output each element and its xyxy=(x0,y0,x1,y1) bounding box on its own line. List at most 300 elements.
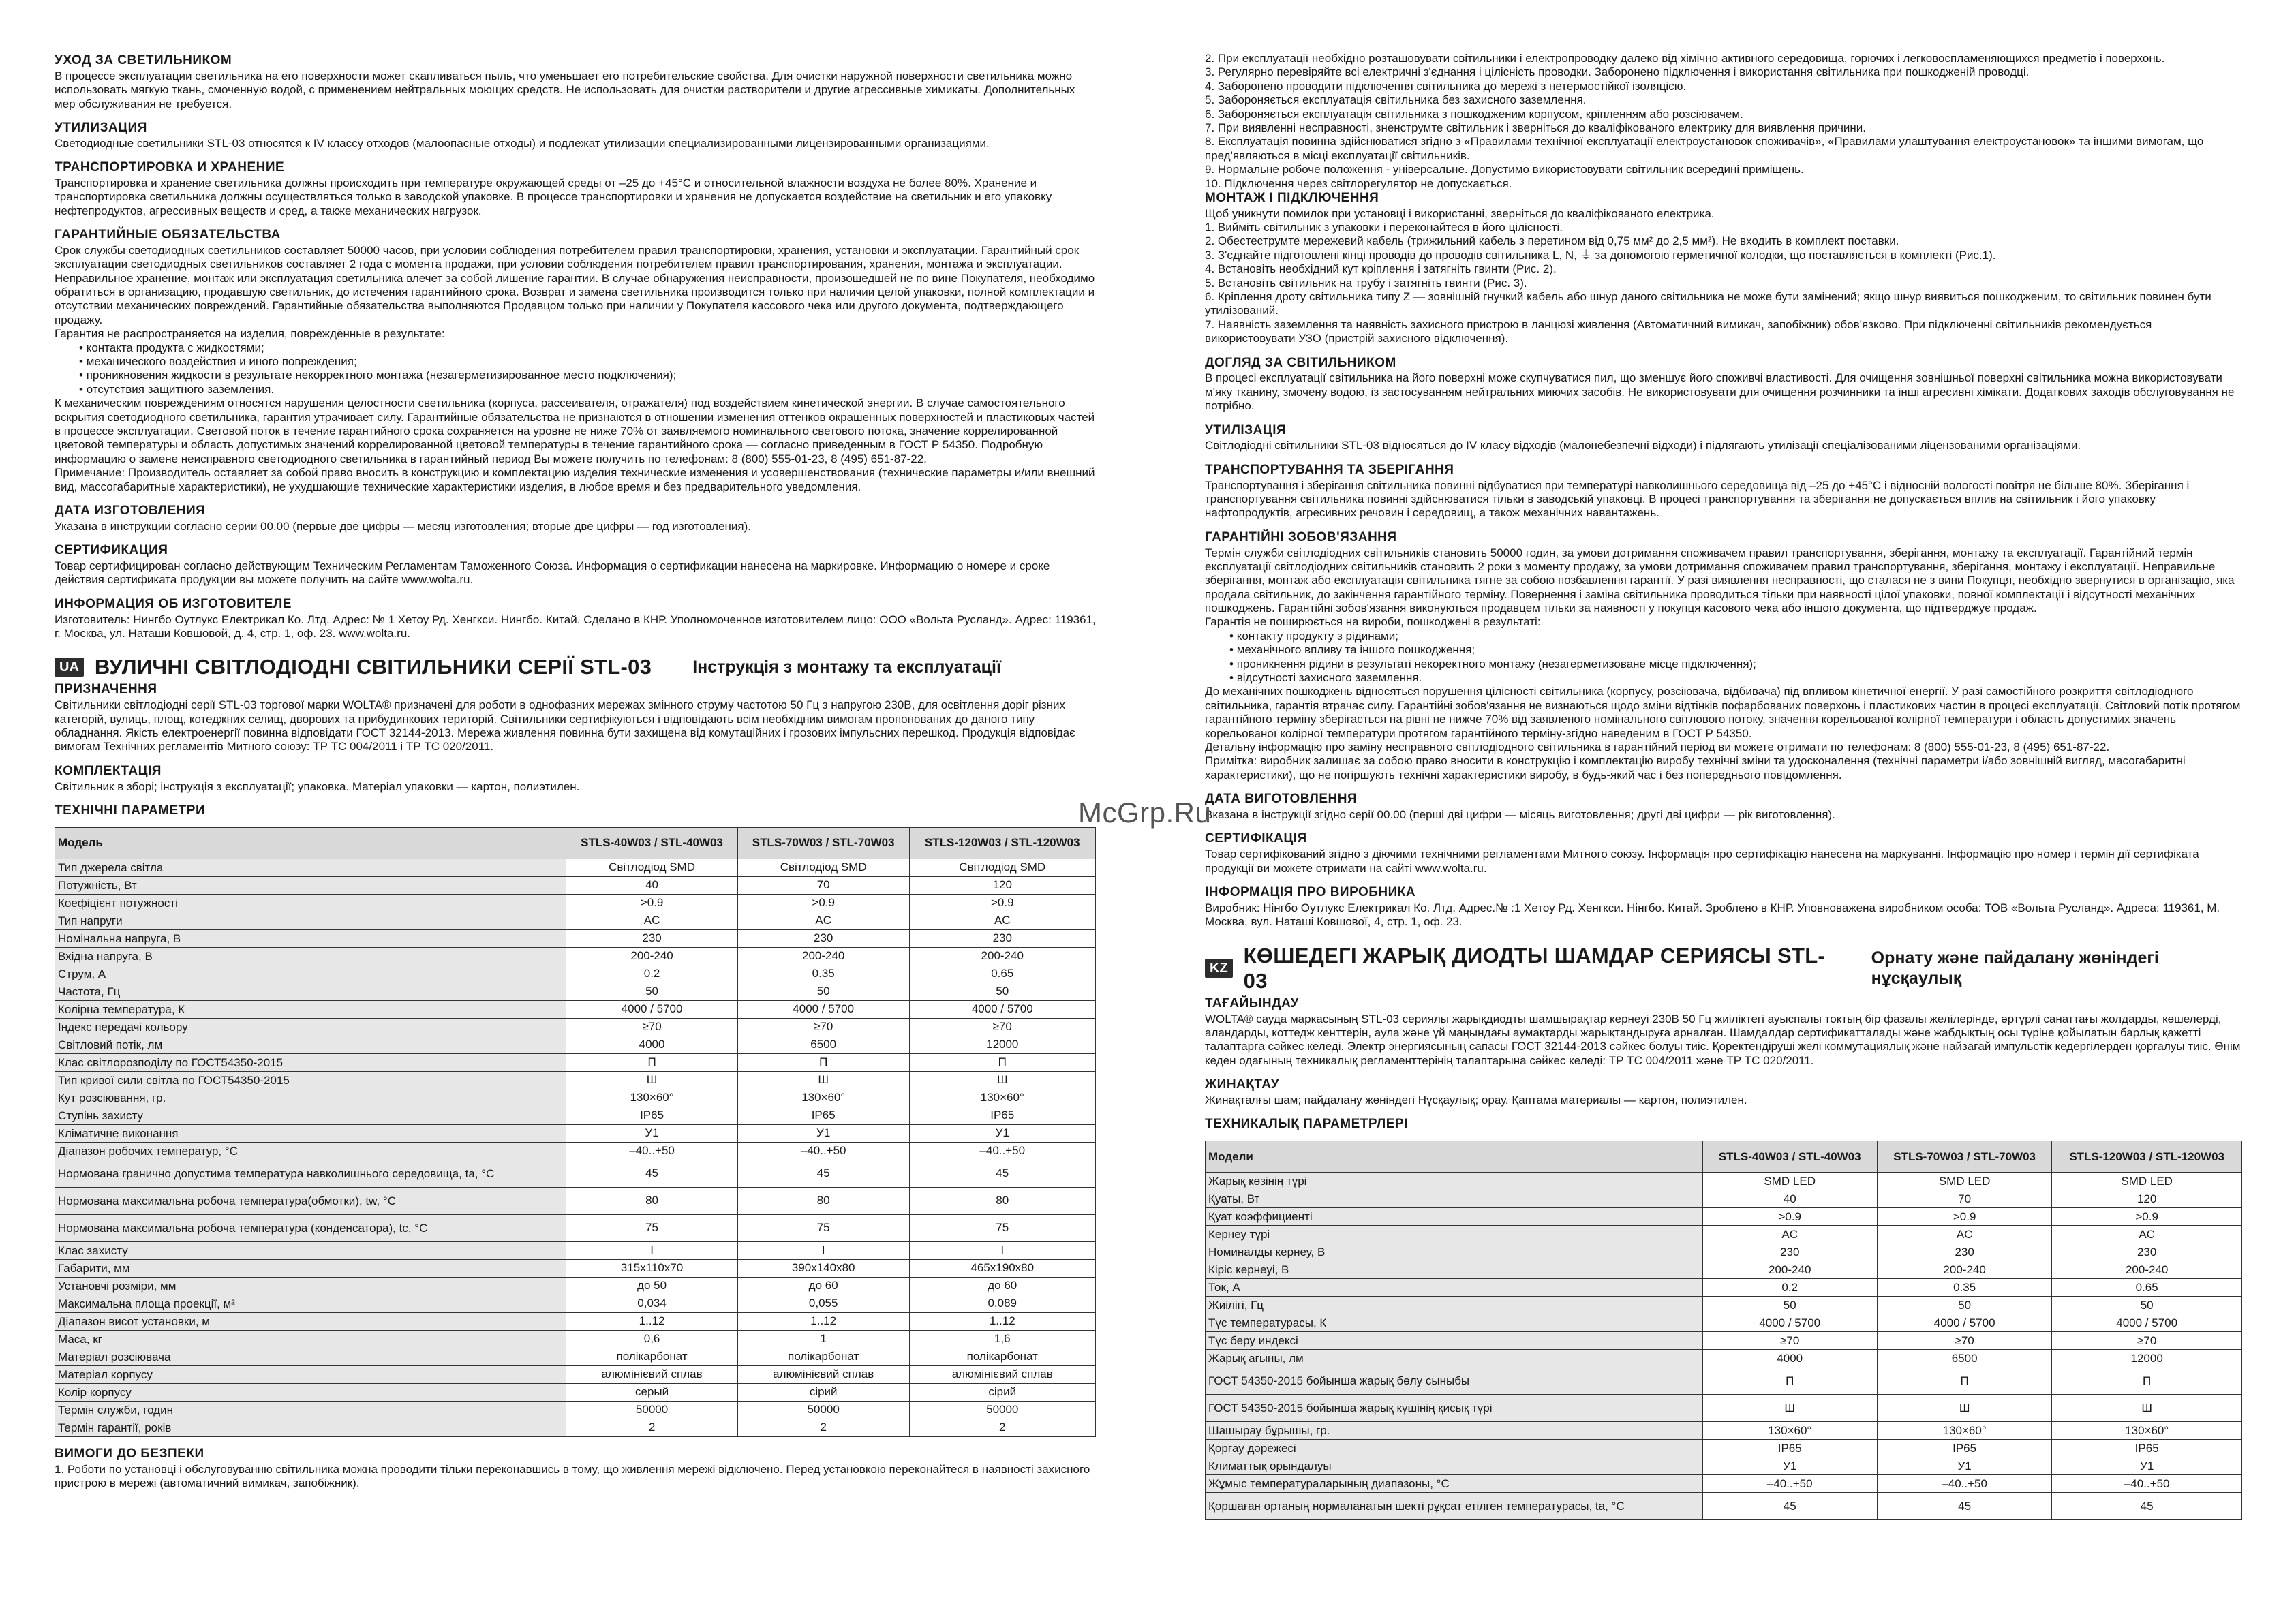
table-row xyxy=(55,1259,1096,1277)
table-cell: ≥70 xyxy=(1702,1332,1877,1350)
table-cell: Түс беру индексі xyxy=(1206,1332,1703,1350)
section-title: УТИЛИЗАЦИЯ xyxy=(55,120,147,135)
table-cell: 230 xyxy=(909,929,1096,947)
table-row xyxy=(55,1419,1096,1436)
table-cell: 200-240 xyxy=(737,947,909,965)
section-text: Світильники світлодіодні серії STL-03 торгової марки WOLTA® призначені для роботи в однофазних мережах змінного струму частотою 50 Гц з напругою 230В, для освітлення доріг різних категорій, вулиць, площ, котеджних селищ, дворових та прибудинкових територій. Світильники сертифікуються і відповідають всім необхідним вимогам пропонованих до даного типу обладнання. Якість електроенергії повинна відповідати ГОСТ 32144-2013. Мережа живлення повинна бути захищена від комутаційних і грозових імпульсних перешкод. Продукція відповідає вимогам Технічних регламентів Митного союзу: ТР ТС 004/2011 і ТР ТС 020/2011. xyxy=(55,698,1075,754)
table-cell: П xyxy=(566,1053,738,1071)
section-text: Примітка: виробник залишає за собою право вносити в конструкцію і комплектацію виробу технічні зміни та удосконалення (технічні параметри і/або зовнішній вигляд, масогабаритні характеристики), що не погіршують технічні характеристики виробу, в будь-який час і без попереднього повідомлення. xyxy=(1205,754,2186,782)
table-row xyxy=(1206,1475,2242,1493)
table-row xyxy=(55,1036,1096,1053)
section-title: ПРИЗНАЧЕННЯ xyxy=(55,682,157,697)
table-cell: AC xyxy=(566,912,738,929)
section-title: ІНФОРМАЦІЯ ПРО ВИРОБНИКА xyxy=(1205,884,1416,899)
table-cell: AC xyxy=(737,912,909,929)
table-cell: 2 xyxy=(909,1419,1096,1436)
table-row xyxy=(1206,1190,2242,1208)
table-cell: Частота, Гц xyxy=(55,983,566,1000)
section-text: Срок службы светодиодных светильников составляет 50000 часов, при условии соблюдения потребителем правил транспортировки, хранения, установки и эксплуатации. Гарантийный срок эксплуатации светодиодных светильников составляет 2 года с момента продажи, при условии соблюдения потребителем правил транспортирования, хранения, монтажа и эксплуатации. Неправильное хранение, монтаж или эксплуатация светильника влечет за собой лишение гарантии. В случае обнаружения неисправности, произошедшей не по вине Покупателя, необходимо обратиться в организацию, продавшую светильник, до истечения гарантийного срока. Возврат и замена светильника производится только при наличии целой упаковки, полной комплектации и отсутствии механических повреждений. Гарантийные обязательства выполняются Продавцом только при наличии у Покупателя кассового чека или другого документа, подтверждающего продажу. xyxy=(55,243,1095,326)
table-row xyxy=(55,1330,1096,1348)
table-cell: ≥70 xyxy=(2052,1332,2242,1350)
table-row xyxy=(55,1089,1096,1107)
table-header-row xyxy=(55,827,1096,859)
table-cell: серый xyxy=(566,1383,738,1401)
section-text: Жинақталғы шам; пайдалану жөніндегі Нұсқаулық; орау. Қаптама материалы — картон, полиэтилен. xyxy=(1205,1094,1747,1107)
table-row xyxy=(55,983,1096,1000)
table-cell: ГОСТ 54350-2015 бойынша жарық күшінің қисық түрі xyxy=(1206,1395,1703,1422)
table-cell: I xyxy=(737,1241,909,1259)
table-cell: Матеріал корпусу xyxy=(55,1365,566,1383)
section-text: 5. Встановіть світильник на трубу і затягніть гвинти (Рис. 3). xyxy=(1205,276,1527,290)
section-text: Светодиодные светильники STL-03 относятся к IV классу отходов (малоопасные отходы) и подлежат утилизации специализированными лицензированными организациями. xyxy=(55,136,990,150)
table-cell: 40 xyxy=(1702,1190,1877,1208)
section-text: 7. При виявленні несправності, зненструмте світильник і зверніться до кваліфікованого електрику для виявлення причини. xyxy=(1205,121,1867,134)
table-header-cell: STLS-70W03 / STL-70W03 xyxy=(1877,1141,2051,1173)
table-row xyxy=(1206,1314,2242,1332)
table-cell: 130×60° xyxy=(2052,1422,2242,1440)
section-text: Указана в инструкции согласно серии 00.00 (первые две цифры — месяц изготовления; вторые две цифры — год изготовления). xyxy=(55,519,752,533)
table-cell: ГОСТ 54350-2015 бойынша жарық бөлу сыныбы xyxy=(1206,1367,1703,1395)
bullet-item: • проникновения жидкости в результате некорректного монтажа (незагерметизированное место подключения); xyxy=(79,369,1096,382)
table-cell: П xyxy=(1877,1367,2051,1395)
bullet-item: • контакту продукту з рідинами; xyxy=(1229,630,2242,643)
section-text: 1. Роботи по установці і обслуговуванню світильника можна проводити тільки переконавшись в тому, що живлення мережі відключено. Перед установкою переконайтеся в наявності захисного пристрою в мережі (автоматичний вимикач, запобіжник). xyxy=(55,1462,1090,1490)
table-row xyxy=(1206,1350,2242,1367)
kz-sections xyxy=(1205,996,2242,1132)
table-cell: Номінальна напруга, В xyxy=(55,929,566,947)
bullet-list xyxy=(79,341,1096,397)
table-cell: У1 xyxy=(566,1124,738,1142)
section-title: ДАТА ИЗГОТОВЛЕНИЯ xyxy=(55,503,206,518)
table-cell: 75 xyxy=(909,1214,1096,1241)
table-cell: 1,6 xyxy=(909,1330,1096,1348)
section-text: 4. Заборонено проводити підключення світильника до мережі з нетермостійкої ізоляцією. xyxy=(1205,79,1687,93)
table-cell: Матеріал розсіювача xyxy=(55,1348,566,1365)
table-cell: Қуат коэффициенті xyxy=(1206,1208,1703,1226)
table-row xyxy=(1206,1261,2242,1279)
kz-subtitle: Орнату және пайдалану жөніндегі нұсқаулық xyxy=(1871,948,2159,988)
table-cell: Термін служби, годин xyxy=(55,1401,566,1419)
table-cell: 4000 / 5700 xyxy=(1877,1314,2051,1332)
section-text: 5. Забороняється експлуатація світильника без захисного заземлення. xyxy=(1205,93,1587,107)
table-cell: алюмінієвий сплав xyxy=(737,1365,909,1383)
table-cell: Термін гарантії, років xyxy=(55,1419,566,1436)
table-cell: 80 xyxy=(909,1187,1096,1214)
section-text: 10. Підключення через світлорегулятор не допускається. xyxy=(1205,176,1512,190)
table-cell: 50000 xyxy=(737,1401,909,1419)
table-cell: ≥70 xyxy=(566,1018,738,1036)
table-cell: Ш xyxy=(566,1071,738,1089)
table-row xyxy=(55,1312,1096,1330)
table-cell: Коефіцієнт потужності xyxy=(55,894,566,912)
table-cell: 200-240 xyxy=(566,947,738,965)
bullet-item: • відсутності захисного заземлення. xyxy=(1229,671,2242,685)
table-cell: 0.35 xyxy=(1877,1279,2051,1297)
table-cell: >0.9 xyxy=(909,894,1096,912)
table-cell: Ш xyxy=(909,1071,1096,1089)
table-cell: –40..+50 xyxy=(1877,1475,2051,1493)
table-row xyxy=(1206,1297,2242,1314)
table-cell: алюмінієвий сплав xyxy=(909,1365,1096,1383)
section-text: Вказана в інструкції згідно серії 00.00 (перші дві цифри — місяць виготовлення; другі дві цифри — рік виготовлення). xyxy=(1205,807,1835,821)
table-cell: AC xyxy=(1877,1226,2051,1243)
ua-title: ВУЛИЧНІ СВІТЛОДІОДНІ СВІТИЛЬНИКИ СЕРІЇ STL-03 xyxy=(94,655,652,679)
table-cell: IP65 xyxy=(1702,1440,1877,1457)
section-title: ТАҒАЙЫНДАУ xyxy=(1205,995,1299,1010)
table-cell: 0,6 xyxy=(566,1330,738,1348)
table-cell: 4000 / 5700 xyxy=(737,1000,909,1018)
table-header-cell: STLS-120W03 / STL-120W03 xyxy=(909,827,1096,859)
table-cell: 230 xyxy=(1877,1243,2051,1261)
table-cell: 6500 xyxy=(1877,1350,2051,1367)
table-row xyxy=(55,1241,1096,1259)
table-cell: 465x190x80 xyxy=(909,1259,1096,1277)
table-cell: –40..+50 xyxy=(1702,1475,1877,1493)
table-cell: 75 xyxy=(566,1214,738,1241)
table-cell: У1 xyxy=(1877,1457,2051,1475)
table-cell: Ступінь захисту xyxy=(55,1107,566,1124)
table-row xyxy=(1206,1440,2242,1457)
table-cell: Ток, А xyxy=(1206,1279,1703,1297)
section-text: 3. З'єднайте підготовлені кінці проводів до проводів світильника L, N, ⏚ за допомогою герметичної колодки, що поставляється в комплекті (Рис.1). xyxy=(1205,248,1996,262)
table-cell: ≥70 xyxy=(1877,1332,2051,1350)
table-cell: Світловий потік, лм xyxy=(55,1036,566,1053)
section-title: ТРАНСПОРТИРОВКА И ХРАНЕНИЕ xyxy=(55,160,285,175)
left-column xyxy=(55,53,1096,1490)
table-cell: полікарбонат xyxy=(566,1348,738,1365)
table-row xyxy=(55,1160,1096,1187)
table-cell: 230 xyxy=(737,929,909,947)
bullet-item: • механического воздействия и иного повреждения; xyxy=(79,355,1096,369)
table-cell: Қорғау дәрежесі xyxy=(1206,1440,1703,1457)
table-cell: полікарбонат xyxy=(909,1348,1096,1365)
table-cell: 50 xyxy=(566,983,738,1000)
section-title: СЕРТИФІКАЦІЯ xyxy=(1205,831,1307,846)
section-title: ТЕХНИКАЛЫҚ ПАРАМЕТРЛЕРІ xyxy=(1205,1117,1408,1132)
watermark: McGrp.Ru xyxy=(1078,797,1212,829)
table-cell: 200-240 xyxy=(1877,1261,2051,1279)
table-cell: SMD LED xyxy=(1877,1173,2051,1190)
table-cell: 1..12 xyxy=(737,1312,909,1330)
table-cell: 50 xyxy=(1702,1297,1877,1314)
table-cell: У1 xyxy=(1702,1457,1877,1475)
table-cell: Клас світлорозподілу по ГОСТ54350-2015 xyxy=(55,1053,566,1071)
section-text: 6. Забороняється експлуатація світильника з пошкодженим корпусом, кріпленням або розсіювачем. xyxy=(1205,107,1743,121)
table-row xyxy=(1206,1208,2242,1226)
section-text: Транспортування і зберігання світильника повинні відбуватися при температурі навколишнього середовища від –25 до +45°С і відносній вологості повітря не більше 80%. Зберігання і транспортування світильника повинні здійснюватися тільки в заводській упаковці. В процесі транспортування та зберігання не допускається вплив на світильник і його упаковку нафтопродуктів, агресивних речовин і середовищ, а також механічних навантажень. xyxy=(1205,478,2190,520)
table-cell: 4000 xyxy=(566,1036,738,1053)
table-cell: Кернеу түрі xyxy=(1206,1226,1703,1243)
table-cell: 80 xyxy=(737,1187,909,1214)
section-text: До механічних пошкоджень відносяться порушення цілісності світильника (корпусу, розсіювача, відбивача) під впливом кінетичної енергії. У разі самостійного розкриття світлодіодного світильника, гарантія втрачає силу. Гарантійні зобов'язання не визнаються щодо зміни відтінків пофарбованих поверхонь і пластикових частин в процесі експлуатації. Світловий потік протягом гарантійного терміну зберігається на рівні не нижче 70% від заявленого номінального світлового потоку, значення корельованої колірної температури і область допустимих значень корельованої колірної температури протягом гарантійного терміну-згідно наведеним в ГОСТ Р 54350. xyxy=(1205,685,2241,740)
table-cell: У1 xyxy=(2052,1457,2242,1475)
table-cell: сірий xyxy=(909,1383,1096,1401)
table-cell: AC xyxy=(909,912,1096,929)
table-cell: 230 xyxy=(1702,1243,1877,1261)
table-header-cell: STLS-70W03 / STL-70W03 xyxy=(737,827,909,859)
section-text: WOLTA® сауда маркасының STL-03 сериялы жарықдиодты шамшырақтар кернеуі 230В 50 Гц жиіліктегі ауыспалы токтың бір фазалы желілерінде, әртүрлі санаттағы жолдарды, көшелерді, аландарды, коттедж кенттерін, аула және үй маңындағы аумақтарды жарықтандыруға арналған. Шамдалдар сертификатталады және жабдықтың осы түріне қойылатын барлық қажетті талаптарға сәйкес келеді. Электр энергиясының сапасы ГОСТ 32144-2013 сәйкес болуы тиіс. Қоректендіруші желі коммутациялық және найзағай импульстік кедергілерден қорғалуы тиіс. Өнім кеден одағының техникалық регламенттерінің талаптарына сәйкес келеді: ТР ТС 004/2011 және ТР ТС 020/2011. xyxy=(1205,1012,2241,1067)
table-cell: 50000 xyxy=(909,1401,1096,1419)
table-cell: Світлодіод SMD xyxy=(737,859,909,876)
table-cell: IP65 xyxy=(737,1107,909,1124)
bullet-item: • контакта продукта с жидкостями; xyxy=(79,341,1096,355)
table-cell: 45 xyxy=(909,1160,1096,1187)
table-row xyxy=(1206,1367,2242,1395)
table-cell: 0.2 xyxy=(566,965,738,983)
kz-tech-table xyxy=(1205,1141,2242,1520)
ua-header xyxy=(55,654,1096,679)
table-row xyxy=(55,876,1096,894)
table-row xyxy=(55,1053,1096,1071)
table-cell: 0.2 xyxy=(1702,1279,1877,1297)
table-cell: 130×60° xyxy=(566,1089,738,1107)
table-cell: AC xyxy=(2052,1226,2242,1243)
table-cell: 120 xyxy=(909,876,1096,894)
section-title: ГАРАНТІЙНІ ЗОБОВ'ЯЗАННЯ xyxy=(1205,529,1397,544)
table-cell: 0.65 xyxy=(2052,1279,2242,1297)
section-text: Щоб уникнути помилок при установці і використанні, зверніться до кваліфікованого електрика. xyxy=(1205,206,1715,220)
section-title: ИНФОРМАЦИЯ ОБ ИЗГОТОВИТЕЛЕ xyxy=(55,596,292,611)
table-cell: –40..+50 xyxy=(2052,1475,2242,1493)
section-title: ТЕХНІЧНІ ПАРАМЕТРИ xyxy=(55,803,206,818)
table-header-cell: STLS-40W03 / STL-40W03 xyxy=(1702,1141,1877,1173)
table-cell: Шашырау бұрышы, гр. xyxy=(1206,1422,1703,1440)
bullet-item: • отсутствия защитного заземления. xyxy=(79,383,1096,397)
section-text: Гарантія не поширюється на вироби, пошкоджені в результаті: xyxy=(1205,615,1541,629)
table-cell: 0.35 xyxy=(737,965,909,983)
lang-badge-ua: UA xyxy=(55,658,84,677)
table-row xyxy=(1206,1279,2242,1297)
section-text: 9. Нормальне робоче положення - універсальне. Допустимо використовувати світильник всередині приміщень. xyxy=(1205,163,1804,176)
table-cell: 130×60° xyxy=(1702,1422,1877,1440)
section-text: 8. Експлуатація повинна здійснюватися згідно з «Правилами технічної експлуатації електроустановок споживачів», «Правилами улаштування електроустановок» та іншими вимогам, що пред'являються в місці експлуатації світильників. xyxy=(1205,135,2204,162)
section-text: Изготовитель: Нингбо Оутлукс Електрикал Ко. Лтд. Адрес: № 1 Хетоу Рд. Хенгкси. Нингбо. Китай. Сделано в КНР. Уполномоченное изготовителем лицо: ООО «Вольта Русланд». Адрес: 119361, г. Москва, ул. Наташи Ковшовой, д. 4, стр. 1, оф. 23. www.wolta.ru. xyxy=(55,613,1096,640)
table-cell: SMD LED xyxy=(2052,1173,2242,1190)
section-text: Світильник в зборі; інструкція з експлуатації; упаковка. Матеріал упаковки — картон, полиэтилен. xyxy=(55,779,580,793)
table-cell: >0.9 xyxy=(737,894,909,912)
table-cell: Вхідна напруга, В xyxy=(55,947,566,965)
table-cell: 45 xyxy=(1877,1493,2051,1520)
table-cell: сірий xyxy=(737,1383,909,1401)
table-cell: Тип кривої сили світла по ГОСТ54350-2015 xyxy=(55,1071,566,1089)
table-row xyxy=(1206,1243,2242,1261)
table-cell: Жиілігі, Гц xyxy=(1206,1297,1703,1314)
kz-title: КӨШЕДЕГІ ЖАРЫҚ ДИОДТЫ ШАМДАР СЕРИЯСЫ STL-03 xyxy=(1243,943,1826,993)
table-cell: 45 xyxy=(1702,1493,1877,1520)
section-title: ВИМОГИ ДО БЕЗПЕКИ xyxy=(55,1446,204,1461)
table-cell: Колірна температура, К xyxy=(55,1000,566,1018)
section-title: УХОД ЗА СВЕТИЛЬНИКОМ xyxy=(55,53,232,67)
table-cell: ≥70 xyxy=(737,1018,909,1036)
table-cell: –40..+50 xyxy=(909,1142,1096,1160)
table-header-cell: STLS-120W03 / STL-120W03 xyxy=(2052,1141,2242,1173)
table-row xyxy=(1206,1173,2242,1190)
table-header-cell: Модель xyxy=(55,827,566,859)
table-row xyxy=(55,912,1096,929)
table-cell: Нормована максимальна робоча температура(обмотки), tw, °С xyxy=(55,1187,566,1214)
table-cell: >0.9 xyxy=(1702,1208,1877,1226)
table-cell: У1 xyxy=(909,1124,1096,1142)
section-text: 1. Вийміть світильник з упаковки і переконайтеся в його цілісності. xyxy=(1205,221,1563,234)
table-cell: до 60 xyxy=(737,1277,909,1295)
table-cell: >0.9 xyxy=(1877,1208,2051,1226)
table-cell: 120 xyxy=(2052,1190,2242,1208)
table-cell: 4000 / 5700 xyxy=(566,1000,738,1018)
section-text: 6. Кріплення дроту світильника типу Z — зовнішній гнучкий кабель або шнур даного світильника не може бути замінений; якщо шнур виявиться пошкодженим, то світильник повинен бути утилізований. xyxy=(1205,290,2211,318)
section-text: 2. При експлуатації необхідно розташовувати світильники і електропроводку далеко від хімічно активного середовища, горючих і легковоспламеняющихся предметів і поверхонь. xyxy=(1205,52,2165,65)
table-cell: П xyxy=(909,1053,1096,1071)
table-cell: SMD LED xyxy=(1702,1173,1877,1190)
table-cell: 4000 / 5700 xyxy=(909,1000,1096,1018)
table-cell: Кіріс кернеуі, В xyxy=(1206,1261,1703,1279)
table-cell: П xyxy=(737,1053,909,1071)
section-text: К механическим повреждениям относятся нарушения целостности светильника (корпуса, рассеивателя, отражателя) под воздействием кинетической энергии. В случае самостоятельного вскрытия светодиодного светильника, гарантия утрачивает силу. Гарантийные обязательства не признаются в отношении изменения оттенков окрашенных поверхностей и пластиковых частей в процессе эксплуатации. Световой поток в течение гарантийного срока сохраняется на уровне не ниже 70% от заявляемого номинального светового потока, значение коррелированной цветовой температуры и область допустимых значений коррелированной цветовой температуры в течение гарантийного срока — согласно приведенным в ГОСТ Р 54350. Подробную информацию о замене неисправного светодиодного светильника в гарантийный период Вы можете получить по телефонам: 8 (800) 555-01-23, 8 (495) 651-87-22. xyxy=(55,397,1095,465)
table-row xyxy=(1206,1395,2242,1422)
ua-sections-right xyxy=(1205,191,2242,929)
table-cell: >0.9 xyxy=(2052,1208,2242,1226)
table-cell: 1 xyxy=(737,1330,909,1348)
table-cell: 4000 / 5700 xyxy=(1702,1314,1877,1332)
ua-safety-continued xyxy=(1205,52,2242,191)
table-cell: Маса, кг xyxy=(55,1330,566,1348)
table-row xyxy=(55,1365,1096,1383)
section-text: 7. Наявність заземлення та наявність захисного пристрою в ланцюзі живлення (Автоматичний вимикач, запобіжник) обов'язково. При підключенні світильників рекомендується використовувати УЗО (пристрій захисного відключення). xyxy=(1205,318,2152,345)
section-title: КОМПЛЕКТАЦІЯ xyxy=(55,763,162,778)
table-cell: Установчі розміри, мм xyxy=(55,1277,566,1295)
table-cell: Ш xyxy=(1702,1395,1877,1422)
table-cell: 0,055 xyxy=(737,1295,909,1312)
section-text: Товар сертифікований згідно з діючими технічними регламентами Митного союзу. Інформація про сертифікацію нанесена на маркуванні. Інформацію про номер і термін дії сертифіката продукції ви можете отримати на сайті www.wolta.ru. xyxy=(1205,848,2199,875)
table-cell: 75 xyxy=(737,1214,909,1241)
table-cell: –40..+50 xyxy=(566,1142,738,1160)
section-title: ДОГЛЯД ЗА СВІТИЛЬНИКОМ xyxy=(1205,355,1396,370)
table-cell: П xyxy=(2052,1367,2242,1395)
table-cell: 50 xyxy=(737,983,909,1000)
table-cell: Жұмыс температураларының диапазоны, °С xyxy=(1206,1475,1703,1493)
table-cell: 0.65 xyxy=(909,965,1096,983)
table-row xyxy=(55,1295,1096,1312)
table-cell: 130×60° xyxy=(1877,1422,2051,1440)
table-row xyxy=(55,947,1096,965)
section-title: ГАРАНТИЙНЫЕ ОБЯЗАТЕЛЬСТВА xyxy=(55,228,281,243)
table-cell: Нормована гранично допустима температура навколишнього середовища, ta, °С xyxy=(55,1160,566,1187)
section-text: Детальну інформацію про заміну несправного світлодіодного світильника в гарантійний період ви можете отримати по телефонам: 8 (800) 555-01-23, 8 (495) 651-87-22. xyxy=(1205,741,2110,754)
table-row xyxy=(55,1401,1096,1419)
table-cell: 50 xyxy=(909,983,1096,1000)
table-cell: Світлодіод SMD xyxy=(566,859,738,876)
table-cell: 50 xyxy=(2052,1297,2242,1314)
table-cell: Тип джерела світла xyxy=(55,859,566,876)
table-cell: до 50 xyxy=(566,1277,738,1295)
table-cell: Габарити, мм xyxy=(55,1259,566,1277)
table-cell: Қуаты, Вт xyxy=(1206,1190,1703,1208)
table-cell: >0.9 xyxy=(566,894,738,912)
section-text: В процесі експлуатації світильника на його поверхні може скупчуватися пил, що зменшує його споживчі властивості. Для очищення зовнішньої поверхні світильника можна використовувати м'яку тканину, змочену водою, із застосуванням нейтральних миючих засобів. Не використовувати для очищення розчинники та інші агресивні хімікати. Додаткових заходів обслуговування не потрібно. xyxy=(1205,371,2235,413)
section-text: Гарантия не распространяется на изделия, повреждённые в результате: xyxy=(55,327,445,341)
section-text: Транспортировка и хранение светильника должны происходить при температуре окружающей среды от –25 до +45°С и относительной влажности воздуха не более 80%. Хранение и транспортировка светильника должны осуществляться только в заводской упаковке. В процессе транспортировки и хранения не допускается воздействие на светильник и его упаковку нефтепродуктов, агрессивных веществ и сред, а также механических нагрузок. xyxy=(55,176,1052,217)
section-text: Примечание: Производитель оставляет за собой право вносить в конструкцию и комплектацию изделия технические изменения и усовершенствования (технические параметры и/или внешний вид, массогабаритные характеристики), не ухудшающие технические характеристики изделия, в любое время и без предварительного уведомления. xyxy=(55,466,1095,493)
table-cell: 70 xyxy=(737,876,909,894)
table-header-cell: STLS-40W03 / STL-40W03 xyxy=(566,827,738,859)
table-cell: Струм, А xyxy=(55,965,566,983)
table-row xyxy=(1206,1457,2242,1475)
table-row xyxy=(55,1348,1096,1365)
section-title: ЖИНАҚТАУ xyxy=(1205,1077,1280,1092)
table-cell: Індекс передачі кольору xyxy=(55,1018,566,1036)
table-cell: П xyxy=(1702,1367,1877,1395)
section-title: УТИЛІЗАЦІЯ xyxy=(1205,422,1287,437)
table-cell: IP65 xyxy=(1877,1440,2051,1457)
table-cell: 6500 xyxy=(737,1036,909,1053)
table-cell: 12000 xyxy=(909,1036,1096,1053)
table-row xyxy=(55,1383,1096,1401)
table-cell: 315x110x70 xyxy=(566,1259,738,1277)
table-cell: Діапазон робочих температур, °С xyxy=(55,1142,566,1160)
bullet-list xyxy=(1229,630,2242,685)
table-row xyxy=(55,894,1096,912)
table-cell: 2 xyxy=(737,1419,909,1436)
table-cell: Колір корпусу xyxy=(55,1383,566,1401)
table-cell: 1..12 xyxy=(909,1312,1096,1330)
bullet-item: • механічного впливу та іншого пошкодження; xyxy=(1229,643,2242,657)
table-row xyxy=(55,929,1096,947)
table-cell: 70 xyxy=(1877,1190,2051,1208)
table-cell: Потужність, Вт xyxy=(55,876,566,894)
section-title: МОНТАЖ І ПІДКЛЮЧЕННЯ xyxy=(1205,190,1379,205)
table-cell: 130×60° xyxy=(737,1089,909,1107)
table-cell: I xyxy=(566,1241,738,1259)
table-cell: I xyxy=(909,1241,1096,1259)
table-cell: Діапазон висот установки, м xyxy=(55,1312,566,1330)
lang-badge-kz: KZ xyxy=(1205,959,1233,978)
section-text: Виробник: Нінгбо Оутлукс Електрикал Ко. Лтд. Адрес.№ :1 Хетоу Рд. Хенгкси. Нінгбо. Китай. Зроблено в КНР. Уповноважена виробником особа: ТОВ «Вольта Русланд». Адреса: 119361, М. Москва, вул. Наташі Ковшової, 4, стр. 1, оф. 23. xyxy=(1205,901,2220,929)
table-cell: 200-240 xyxy=(1702,1261,1877,1279)
table-cell: 0,034 xyxy=(566,1295,738,1312)
section-text: Товар сертифицирован согласно действующим Техническим Регламентам Таможенного Союза. Информация о сертификации нанесена на маркировке. Информацию о номере и сроке действия сертификата продукции вы можете получить на сайте www.wolta.ru. xyxy=(55,559,1050,587)
section-text: В процессе эксплуатации светильника на его поверхности может скапливаться пыль, что уменьшает его потребительские свойства. Для очистки наружной поверхности светильника можно использовать мягкую ткань, смоченную водой, с применением нейтральных моющих средств. Не использовать для очистки растворители и другие агрессивные химикаты. Дополнительных мер обслуживания не требуется. xyxy=(55,69,1075,110)
table-row xyxy=(1206,1422,2242,1440)
table-cell: 12000 xyxy=(2052,1350,2242,1367)
table-row xyxy=(55,1277,1096,1295)
table-cell: 1..12 xyxy=(566,1312,738,1330)
table-cell: У1 xyxy=(737,1124,909,1142)
table-row xyxy=(55,1000,1096,1018)
section-title: ТРАНСПОРТУВАННЯ ТА ЗБЕРІГАННЯ xyxy=(1205,462,1454,477)
table-cell: Тип напруги xyxy=(55,912,566,929)
section-text: 3. Регулярно перевіряйте всі електричні з'єднання і цілісність проводки. Заборонено підключення і використання світильника при пошкодженій проводці. xyxy=(1205,65,2030,79)
table-row xyxy=(55,1142,1096,1160)
section-title: ДАТА ВИГОТОВЛЕННЯ xyxy=(1205,792,1358,807)
table-cell: до 60 xyxy=(909,1277,1096,1295)
table-cell: Климаттық орындалуы xyxy=(1206,1457,1703,1475)
table-cell: IP65 xyxy=(566,1107,738,1124)
ua-tech-table xyxy=(55,827,1096,1437)
table-cell: 45 xyxy=(2052,1493,2242,1520)
section-text: 4. Встановіть необхідний кут кріплення і затягніть гвинти (Рис. 2). xyxy=(1205,262,1557,276)
table-cell: AC xyxy=(1702,1226,1877,1243)
table-cell: алюмінієвий сплав xyxy=(566,1365,738,1383)
table-cell: Кут розсіювання, гр. xyxy=(55,1089,566,1107)
table-cell: полікарбонат xyxy=(737,1348,909,1365)
table-row xyxy=(55,1124,1096,1142)
table-cell: 200-240 xyxy=(2052,1261,2242,1279)
table-cell: 45 xyxy=(566,1160,738,1187)
table-cell: 40 xyxy=(566,876,738,894)
table-cell: 230 xyxy=(2052,1243,2242,1261)
table-cell: 80 xyxy=(566,1187,738,1214)
table-cell: Кліматичне виконання xyxy=(55,1124,566,1142)
table-cell: 50000 xyxy=(566,1401,738,1419)
